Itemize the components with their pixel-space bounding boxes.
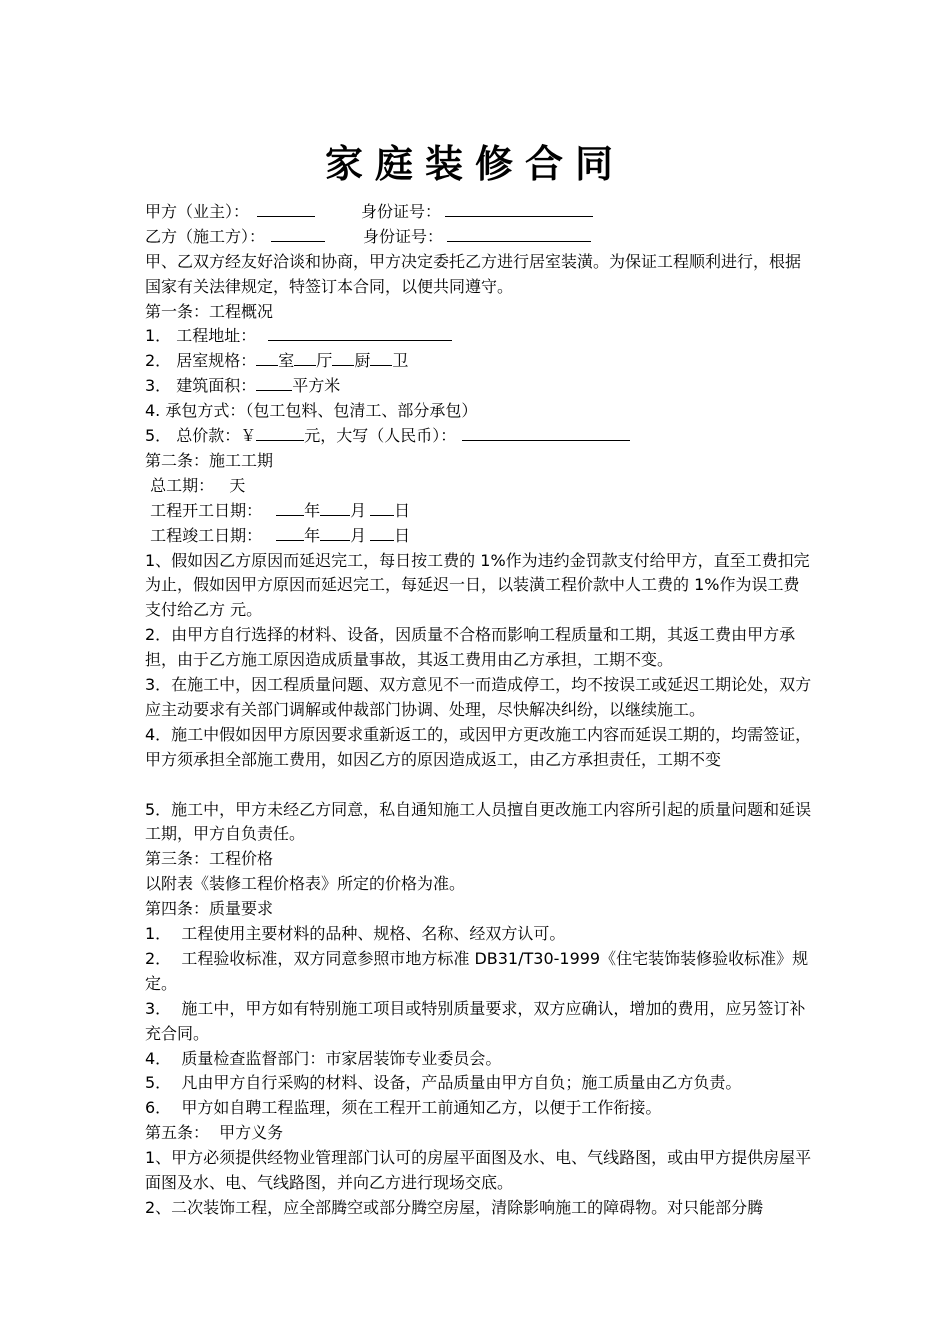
party-b-id-blank[interactable] xyxy=(447,226,591,242)
price-words-label: 元，大写（人民币）： xyxy=(304,426,457,446)
total-duration-line: 总工期： 天 xyxy=(145,475,246,495)
area-label: 3． 建筑面积： xyxy=(145,376,257,396)
article-4-heading: 第四条：质量要求 xyxy=(145,899,274,919)
party-a-label: 甲方（业主）： xyxy=(145,202,250,221)
start-month-unit: 月 xyxy=(350,500,367,520)
contract-body xyxy=(145,200,813,1221)
article-5-clause-1: 1、甲方必须提供经物业管理部门认可的房屋平面图及水、电、气线路图，或由甲方提供房屋平面图及水、电、气线路图，并向乙方进行现场交底。 xyxy=(145,1148,812,1193)
start-day-blank[interactable] xyxy=(370,500,394,516)
room-count-blank[interactable] xyxy=(256,350,278,366)
article-4-clause-2: 2． 工程验收标准，双方同意参照市地方标准 DB31/T30-1999《住宅装饰装修验收标准》规定。 xyxy=(145,948,809,993)
address-line xyxy=(145,324,813,349)
hall-count-blank[interactable] xyxy=(294,350,316,366)
total-price-label: 5． 总价款：￥ xyxy=(145,426,257,446)
article-4-clause-6: 6． 甲方如自聘工程监理，须在工程开工前通知乙方，以便于工作衔接。 xyxy=(145,1098,662,1118)
bath-count-blank[interactable] xyxy=(370,350,392,366)
party-b-id-label: 身份证号： xyxy=(363,226,444,246)
article-5-clause-2: 2、二次装饰工程，应全部腾空或部分腾空房屋，清除影响施工的障碍物。对只能部分腾 xyxy=(145,1198,764,1217)
article-2-clause-3: 3．在施工中，因工程质量问题、双方意见不一而造成停工，均不按误工或延迟工期论处，双方应主动要求有关部门调解或仲裁部门协调、处理，尽快解决纠纷，以继续施工。 xyxy=(145,675,812,719)
start-year-unit: 年 xyxy=(304,500,321,520)
kitchen-unit: 厨 xyxy=(354,351,371,371)
start-day-unit: 日 xyxy=(394,500,411,520)
room-unit: 室 xyxy=(278,351,295,371)
article-5-heading: 第五条： 甲方义务 xyxy=(145,1123,284,1143)
room-spec-label: 2． 居室规格： xyxy=(145,351,257,371)
intro-paragraph: 甲、乙双方经友好洽谈和协商，甲方决定委托乙方进行居室装潢。为保证工程顺利进行，根据国家有关法律规定，特签订本合同，以便共同遵守。 xyxy=(145,251,802,296)
article-2-heading: 第二条：施工工期 xyxy=(145,450,274,470)
price-number-blank[interactable] xyxy=(256,425,304,441)
article-4-clause-4: 4． 质量检查监督部门：市家居装饰专业委员会。 xyxy=(145,1048,502,1068)
article-4-clause-3: 3． 施工中，甲方如有特别施工项目或特别质量要求，双方应确认，增加的费用，应另签订补充合同。 xyxy=(145,998,806,1043)
party-b-line xyxy=(145,225,813,250)
bath-unit: 卫 xyxy=(392,351,409,371)
start-date-label: 工程开工日期： xyxy=(145,500,263,520)
area-line xyxy=(145,374,813,399)
article-3-heading: 第三条：工程价格 xyxy=(145,849,274,869)
end-day-unit: 日 xyxy=(394,525,411,545)
address-blank[interactable] xyxy=(268,325,452,341)
party-a-id-blank[interactable] xyxy=(445,201,593,217)
blank-line xyxy=(145,773,813,798)
party-a-line xyxy=(145,200,813,225)
article-2-clause-2: 2．由甲方自行选择的材料、设备，因质量不合格而影响工程质量和工期，其返工费由甲方承担，由于乙方施工原因造成质量事故，其返工费用由乙方承担，工期不变。 xyxy=(145,625,796,670)
hall-unit: 厅 xyxy=(316,351,333,371)
contract-mode-line: 4. 承包方式：（包工包料、包清工、部分承包） xyxy=(145,401,478,421)
article-2-clause-5: 5．施工中，甲方未经乙方同意，私自通知施工人员擅自更改施工内容所引起的质量问题和延误工期，甲方自负责任。 xyxy=(145,799,812,844)
end-date-label: 工程竣工日期： xyxy=(145,525,263,545)
kitchen-count-blank[interactable] xyxy=(332,350,354,366)
end-month-unit: 月 xyxy=(350,525,367,545)
room-spec-line xyxy=(145,349,813,374)
area-unit: 平方米 xyxy=(292,376,341,396)
end-day-blank[interactable] xyxy=(370,525,394,541)
start-date-line xyxy=(145,499,813,524)
end-year-blank[interactable] xyxy=(276,525,304,541)
document-title: 家庭装修合同 xyxy=(324,142,625,186)
end-month-blank[interactable] xyxy=(320,525,350,541)
article-2-clause-1: 1、假如因乙方原因而延迟完工，每日按工费的 1%作为违约金罚款支付给甲方，直至工费扣完为止，假如因甲方原因而延迟完工，每延迟一日，以装潢工程价款中人工费的 1%作为误工费支付给乙方 元。 xyxy=(145,550,810,620)
article-4-clause-1: 1． 工程使用主要材料的品种、规格、名称、经双方认可。 xyxy=(145,924,566,944)
article-1-heading: 第一条：工程概况 xyxy=(145,301,274,321)
party-a-id-label: 身份证号： xyxy=(361,202,442,221)
price-words-blank[interactable] xyxy=(462,425,630,441)
party-a-name-blank[interactable] xyxy=(257,201,315,217)
party-b-label: 乙方（施工方）： xyxy=(145,226,266,246)
party-b-name-blank[interactable] xyxy=(271,226,325,242)
article-4-clause-5: 5． 凡由甲方自行采购的材料、设备，产品质量由甲方自负；施工质量由乙方负责。 xyxy=(145,1073,742,1093)
area-blank[interactable] xyxy=(256,375,292,391)
start-month-blank[interactable] xyxy=(320,500,350,516)
start-year-blank[interactable] xyxy=(276,500,304,516)
article-3-clause-1: 以附表《装修工程价格表》所定的价格为准。 xyxy=(145,874,466,894)
article-2-clause-4: 4．施工中假如因甲方原因要求重新返工的，或因甲方更改施工内容而延误工期的，均需签证，甲方须承担全部施工费用，如因乙方的原因造成返工，由乙方承担责任，工期不变 xyxy=(145,724,812,769)
end-year-unit: 年 xyxy=(304,525,321,545)
address-label: 1． 工程地址： xyxy=(145,326,257,346)
end-date-line xyxy=(145,524,813,549)
total-price-line xyxy=(145,424,813,449)
